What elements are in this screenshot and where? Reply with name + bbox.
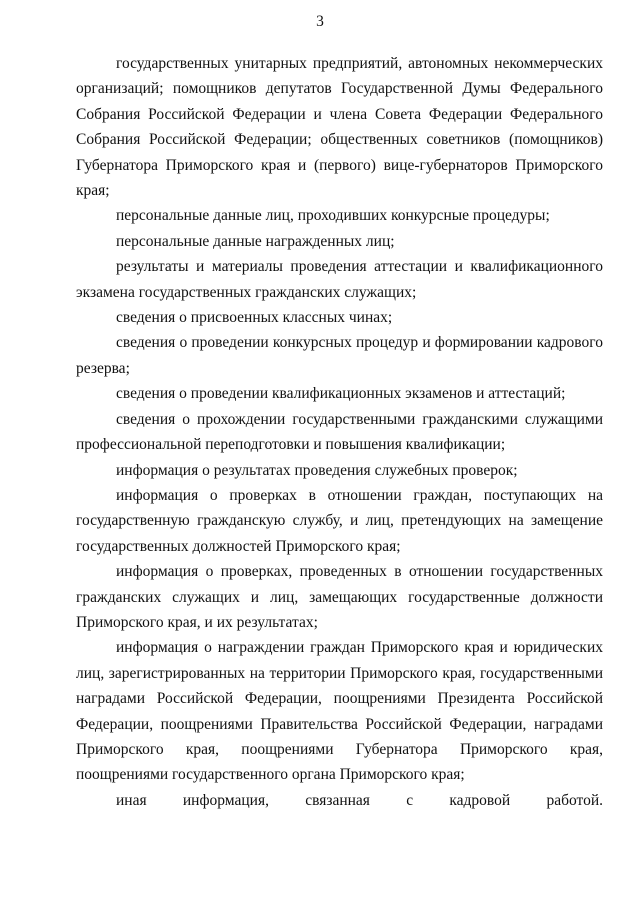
paragraph: сведения о проведении конкурсных процедур и формировании кадрового резерва; <box>76 334 603 377</box>
paragraph: информация о результатах проведения служебных проверок; <box>116 461 518 479</box>
paragraph: сведения о проведении квалификационных экзаменов и аттестаций; <box>116 385 566 403</box>
paragraph-continued: государственных унитарных предприятий, автономных некоммерческих организаций; помощников депутатов Государственной Думы Федерального Собрания Российской Федерации и члена Совета Федерации Федерального Собрания Российской Федерации; общественных советников (помощников) Губернатора Приморского края и (первого) вице-губернаторов Приморского края; <box>76 55 603 200</box>
paragraph: информация о награждении граждан Приморского края и юридических лиц, зарегистрированных на территории Приморского края, государственными наградами Российской Федерации, поощрениями Президента Российской Федерации, поощрениями Правительства Российской Федерации, наградами Приморского края, поощрениями Губернатора Приморского края, поощрениями государственного органа Приморского края; <box>76 639 603 784</box>
page-number: 3 <box>316 13 324 30</box>
paragraph: результаты и материалы проведения аттестации и квалификационного экзамена государственных гражданских служащих; <box>76 258 603 301</box>
paragraph: персональные данные лиц, проходивших конкурсные процедуры; <box>116 207 550 225</box>
paragraph: информация о проверках, проведенных в отношении государственных гражданских служащих и лиц, замещающих государственные должности Приморского края, и их результатах; <box>76 563 603 631</box>
paragraph-final: иная информация, связанная с кадровой работой. <box>116 791 603 809</box>
document-body <box>76 51 603 813</box>
paragraph: информация о проверках в отношении граждан, поступающих на государственную гражданскую службу, и лиц, претендующих на замещение государственных должностей Приморского края; <box>76 486 603 555</box>
paragraph: сведения о прохождении государственными гражданскими служащими профессиональной переподготовки и повышения квалификации; <box>76 410 603 454</box>
paragraph: сведения о присвоенных классных чинах; <box>116 309 393 327</box>
paragraph: персональные данные награжденных лиц; <box>116 232 395 250</box>
